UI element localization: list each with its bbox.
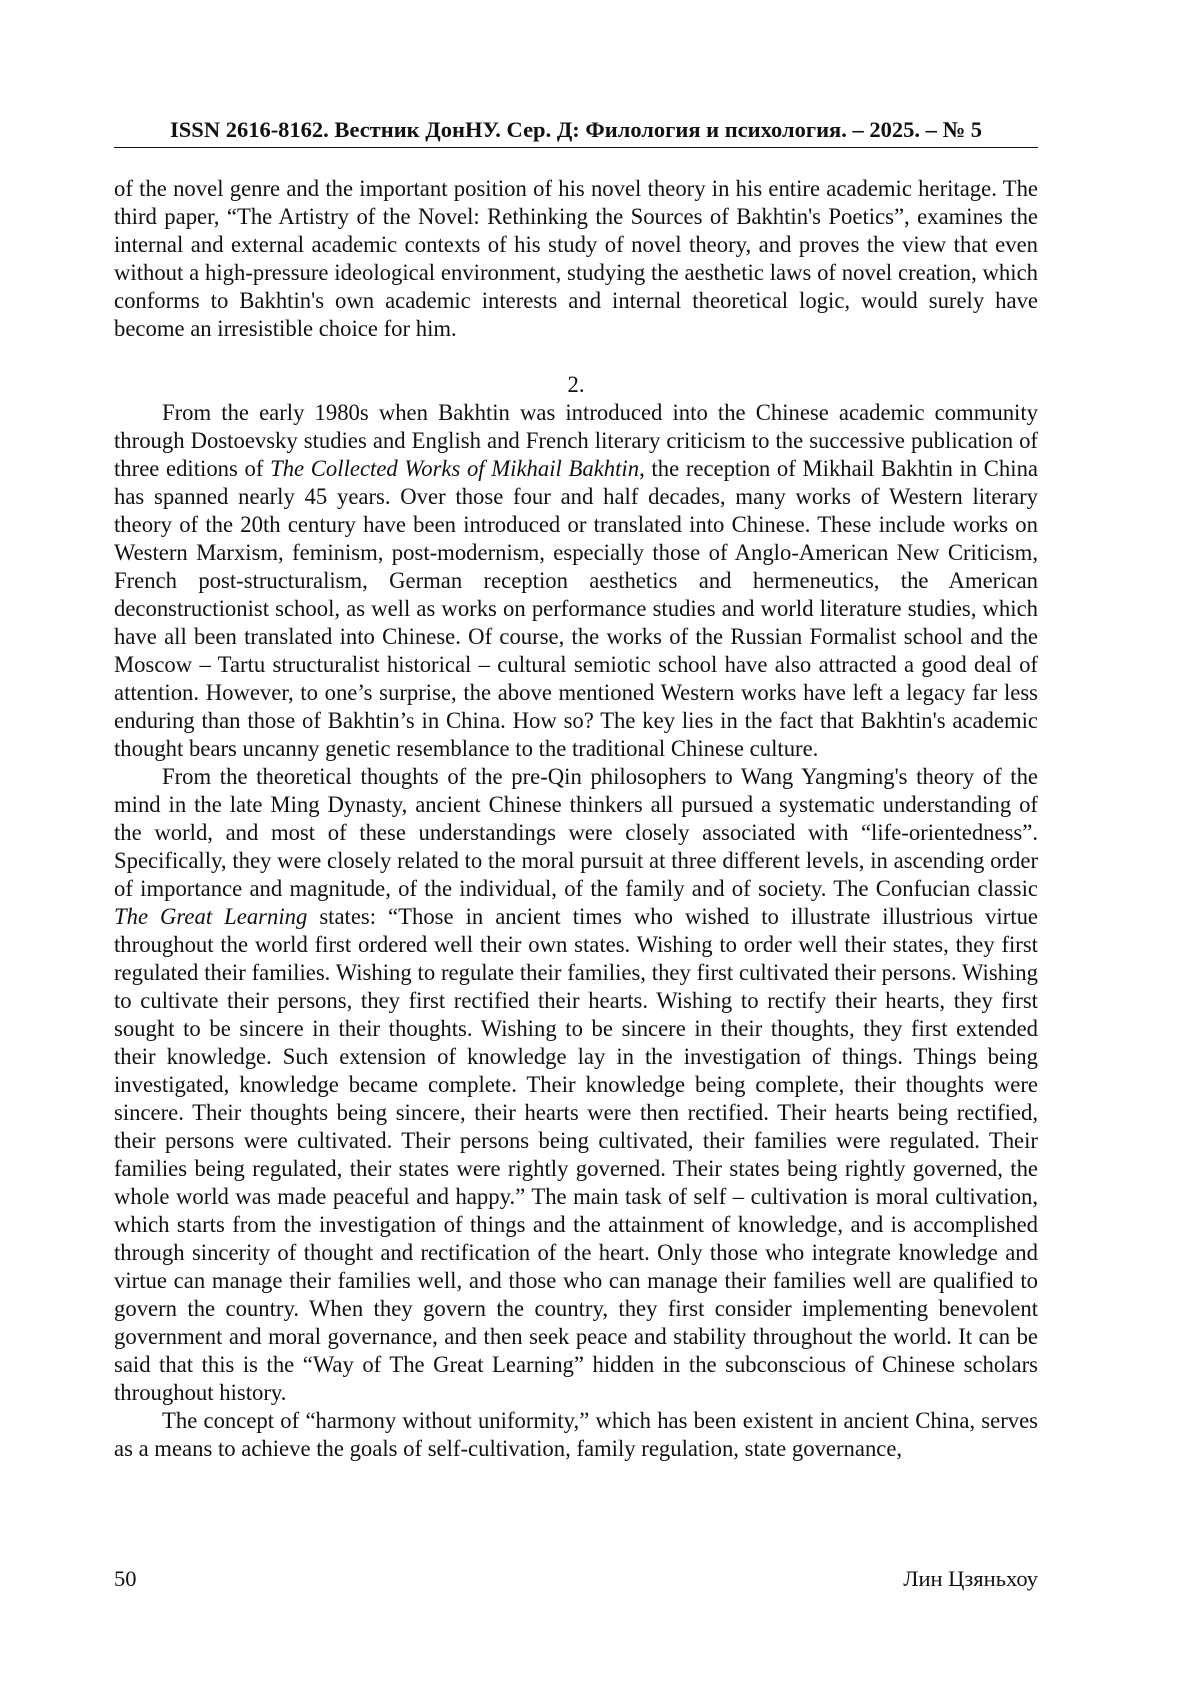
paragraph-text: From the theoretical thoughts of the pre-Qin philosophers to Wang Yangming's theory of the mind in the late Ming Dynasty, ancient Chinese thinkers all pursued a systematic understanding of the world, and most of these understandings were closely associated with “life-orientedness”. Specifically, they were closely related to the moral pursuit at three different levels, in ascending order of importance and magnitude, of the individual, of the family and of society. The Confucian classic <box>114 764 1038 901</box>
paragraph-reception <box>114 399 1038 763</box>
journal-header-text: ISSN 2616-8162. Вестник ДонНУ. Сер. Д: Филология и психология. – 2025. – № 5 <box>170 117 982 142</box>
paragraph-harmony: The concept of “harmony without uniformity,” which has been existent in ancient China, serves as a means to achieve the goals of self-cultivation, family regulation, state governance, <box>114 1408 1038 1461</box>
page-number: 50 <box>114 1566 137 1591</box>
paragraph-text: From the early 1980s when Bakhtin was introduced into the Chinese academic community through Dostoevsky studies and English and French literary criticism to the successive publication of three editions of <box>114 400 1038 481</box>
section-number: 2. <box>567 372 585 397</box>
paragraph-text: , the reception of Mikhail Bakhtin in China has spanned nearly 45 years. Over those four and half decades, many works of Western literary theory of the 20th century have been introduced or translated into Chinese. These include works on Western Marxism, feminism, post-modernism, especially those of Anglo-American New Criticism, French post-structuralism, German reception aesthetics and hermeneutics, the American deconstructionist school, as well as works on performance studies and world literature studies, which have all been translated into Chinese. Of course, the works of the Russian Formalist school and the Moscow – Tartu structuralist historical – cultural semiotic school have also attracted a good deal of attention. However, to one’s surprise, the above mentioned Western works have left a legacy far less enduring than those of Bakhtin’s in China. How so? The key lies in the fact that Bakhtin's academic thought bears uncanny genetic resemblance to the traditional Chinese culture. <box>114 456 1038 761</box>
book-title-italic: The Great Learning <box>114 904 308 929</box>
paragraph-text: states: “Those in ancient times who wished to illustrate illustrious virtue throughout the world first ordered well their own states. Wishing to order well their states, they first regulated their families. Wishing to regulate their families, they first cultivated their persons. Wishing to cultivate their persons, they first rectified their hearts. Wishing to rectify their hearts, they first sought to be sincere in their thoughts. Wishing to be sincere in their thoughts, they first extended their knowledge. Such extension of knowledge lay in the investigation of things. Things being investigated, knowledge became complete. Their knowledge being complete, their thoughts were sincere. Their thoughts being sincere, their hearts were then rectified. Their hearts being rectified, their persons were cultivated. Their persons being cultivated, their families were regulated. Their families being regulated, their states were rightly governed. Their states being rightly governed, the whole world was made peaceful and happy.” The main task of self – cultivation is moral cultivation, which starts from the investigation of things and the attainment of knowledge, and is accomplished through sincerity of thought and rectification of the heart. Only those who integrate knowledge and virtue can manage their families well, and those who can manage their families well are qualified to govern the country. When they govern the country, they first consider implementing benevolent government and moral governance, and then seek peace and stability throughout the world. It can be said that this is the “Way of The Great Learning” hidden in the subconscious of Chinese scholars throughout history. <box>114 904 1038 1405</box>
article-body <box>114 175 1038 1463</box>
paragraph-great-learning <box>114 763 1038 1407</box>
running-header <box>114 117 1038 148</box>
author-name: Лин Цзяньхоу <box>903 1566 1038 1591</box>
book-title-italic: The Collected Works of Mikhail Bakhtin <box>270 456 640 481</box>
paragraph-continuation: of the novel genre and the important position of his novel theory in his entire academic heritage. The third paper, “The Artistry of the Novel: Rethinking the Sources of Bakhtin's Poetics”, examines the internal and external academic contexts of his study of novel theory, and proves the view that even without a high-pressure ideological environment, studying the aesthetic laws of novel creation, which conforms to Bakhtin's own academic interests and internal theoretical logic, would surely have become an irresistible choice for him. <box>114 176 1038 341</box>
